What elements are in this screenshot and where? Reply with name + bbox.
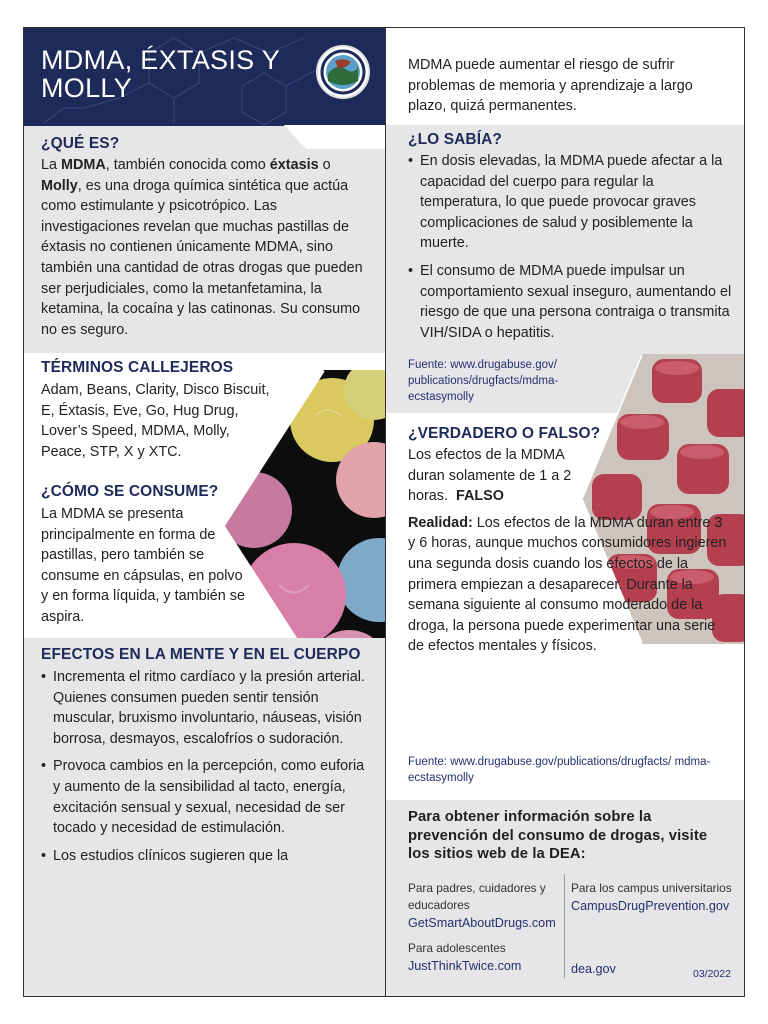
que-es-heading: ¿QUÉ ES? [41,135,120,152]
terminos-text: Adam, Beans, Clarity, Disco Biscuit, E, Éxtasis, Eve, Go, Hug Drug, Lover’s Speed, MDMA, Molly, Peace, STP, X y XTC. [41,382,270,460]
terminos-heading: TÉRMINOS CALLEJEROS [41,359,234,376]
que-es-b1: MDMA [61,157,106,173]
sabia-source-block [408,357,586,405]
publication-date: 03/2022 [693,968,731,980]
sabia-item: • En dosis elevadas, la MDMA puede afectar a la capacidad del cuerpo para regular la temperatura, lo que puede provocar graves complicaciones de salud y posiblemente la muerte. [408,151,733,254]
resource-dea-link[interactable]: dea.gov [571,962,616,976]
sabia-heading: ¿LO SABÍA? [408,131,502,148]
que-es-t4: , es una droga química sintética que actúa como estimulante y psicotrópico. Las investigaciones revelan que muchas pastillas de éxtasis no contienen únicamente MDMA, sino también una cantidad de otras drogas que pueden ser perjudiciales, como la metanfetamina, la ketamina, la cocaína y las catinonas. Su consumo no es seguro. [41,177,363,338]
consume-heading: ¿CÓMO SE CONSUME? [41,483,219,500]
consume-text: La MDMA se presenta principalmente en forma de pastillas, pero también se consume en cápsulas, en polvo y en forma líquida, y también se aspira. [41,506,245,625]
verdadero-source: Fuente: www.drugabuse.gov/publications/drugfacts/ mdma-ecstasymolly [408,756,711,784]
verdadero-answer: FALSO [456,488,504,505]
verdadero-reality [408,513,728,657]
efectos-item: • Los estudios clínicos sugieren que la [41,846,371,867]
efectos-item: • Incrementa el ritmo cardíaco y la presión arterial. Quienes consumen pueden sentir tensión muscular, bruxismo involuntario, náuseas, visión borrosa, desmayos, escalofríos o sudoración. [41,667,371,749]
footer-heading: Para obtener información sobre la prevención del consumo de drogas, visite los sitios web de la DEA: [408,809,708,862]
page-title: MDMA, ÉXTASIS Y MOLLY [41,45,280,103]
efectos-item: • Provoca cambios en la percepción, como euforia y aumento de la sensibilidad al tacto, energía, excitación sensual y sexual, necesidad de ser tocado y necesidad de estimulación. [41,756,371,838]
verdadero-statement-line [408,445,578,507]
resource-dea[interactable] [571,960,616,978]
reality-label: Realidad: [408,514,473,531]
reality-text: Los efectos de la MDMA duran entre 3 y 6 horas, aunque muchos consumidores ingieren una segunda dosis cuando los efectos de la primera empiezan a desaparecer. Durante la semana siguiente al consumo moderado de la droga, la persona puede experimentar una serie de efectos mentales y físicos. [408,514,727,655]
sabia-section [408,131,733,350]
dea-seal-icon [316,45,370,99]
resource-campus-label: Para los campus universitarios [571,881,732,895]
verdadero-heading: ¿VERDADERO O FALSO? [408,425,601,442]
resource-teens-label: Para adolescentes [408,941,506,955]
left-column [24,28,385,996]
que-es-t3: o [318,157,331,173]
efectos-list [41,667,371,866]
sabia-source: Fuente: www.drugabuse.gov/ publications/drugfacts/mdma-ecstasymolly [408,359,559,403]
consume-section [41,483,251,628]
verdadero-section [408,425,728,657]
que-es-t2: , también conocida como [105,157,270,173]
resource-campus[interactable] [571,880,741,915]
sabia-list [408,151,733,343]
que-es-b3: Molly [41,177,78,194]
sabia-item: • El consumo de MDMA puede impulsar un comportamiento sexual inseguro, aumentando el riesgo de que una persona contraiga o transmita VIH/SIDA o hepatitis. [408,261,733,343]
verdadero-source-block [408,754,728,786]
continued-text: MDMA puede aumentar el riesgo de sufrir problemas de memoria y aprendizaje a largo plazo, quizá permanentes. [408,57,693,115]
efectos-section [41,645,371,873]
que-es-text [41,155,371,340]
resource-parents-label: Para padres, cuidadores y educadores [408,881,546,912]
resource-teens-link[interactable]: JustThinkTwice.com [408,959,522,973]
resource-teens[interactable] [408,940,560,975]
efectos-heading: EFECTOS EN LA MENTE Y EN EL CUERPO [41,646,361,663]
dea-site-label: dea.gov [318,106,363,120]
que-es-t1: La [41,157,62,173]
continued-text-block [408,55,728,117]
footer-divider [564,874,565,978]
que-es-section [41,135,371,340]
que-es-b2: éxtasis [269,157,319,173]
right-column [385,28,745,996]
resource-campus-link[interactable]: CampusDrugPrevention.gov [571,899,730,913]
resource-parents-link[interactable]: GetSmartAboutDrugs.com [408,916,556,930]
fact-sheet [23,27,745,997]
terminos-section [41,359,271,462]
resource-parents[interactable] [408,880,560,932]
verdadero-statement: Los efectos de la MDMA duran solamente de 1 a 2 horas. [408,447,572,505]
footer-heading-block [408,808,730,864]
